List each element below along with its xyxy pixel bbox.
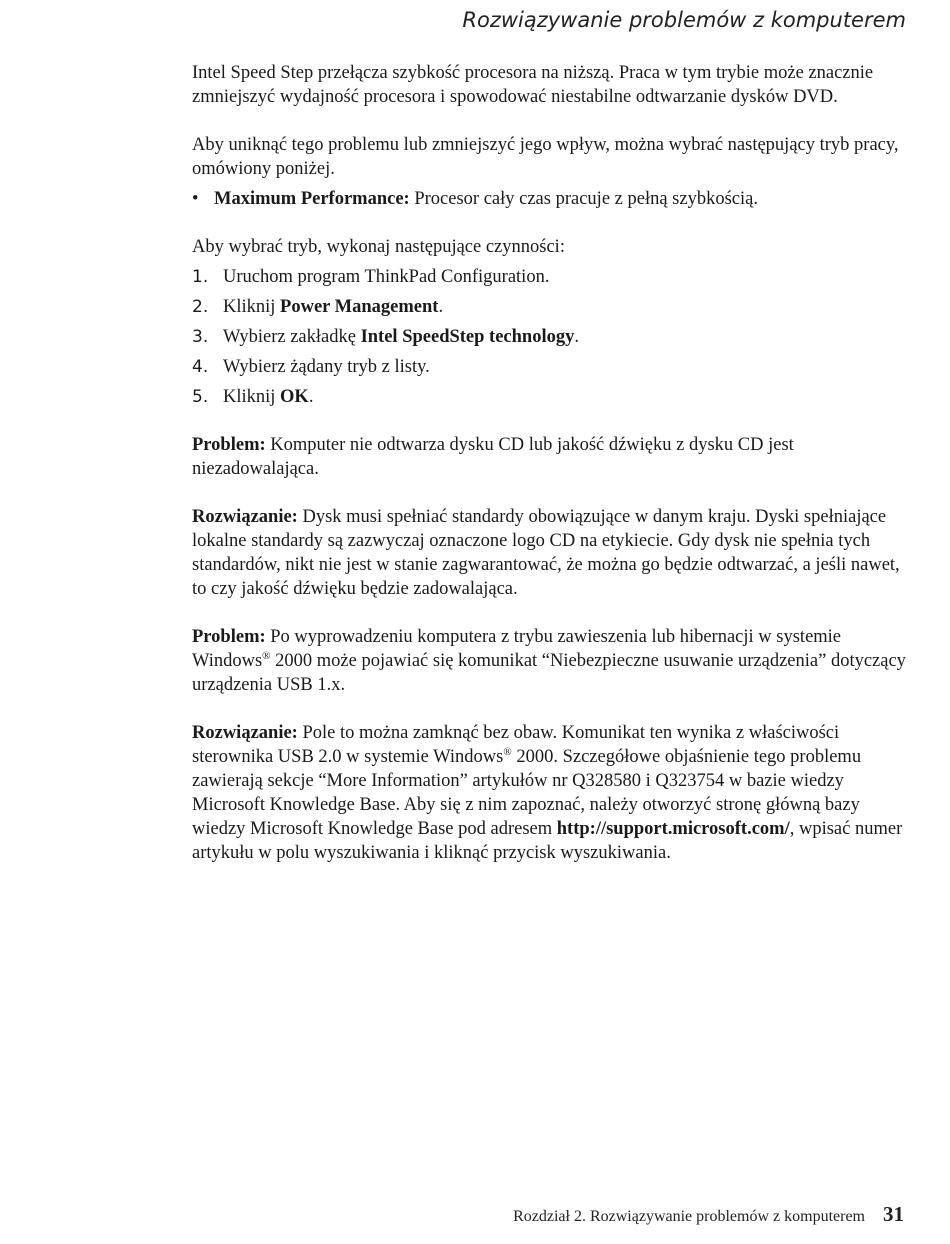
page-content <box>192 61 912 865</box>
mode-description: Procesor cały czas pracuje z pełną szybkością. <box>409 189 758 209</box>
solution-text-end: , wpisać numer artykułu w polu wyszukiwania i kliknąć przycisk wyszukiwania. <box>192 819 903 863</box>
footer-chapter: Rozdział 2. Rozwiązywanie problemów z komputerem <box>513 1208 865 1225</box>
step-bold-text: OK <box>280 387 309 407</box>
step-item <box>192 355 912 379</box>
solution-text-middle: 2000. Szczegółowe objaśnienie tego problemu zawierają sekcje “More Information” artykułów nr Q328580 i Q323754 w bazie wiedzy Microsoft Knowledge Base. Aby się z nim zapoznać, należy otworzyć stronę główną bazy wiedzy Microsoft Knowledge Base pod adresem <box>192 747 862 839</box>
problem-text: Komputer nie odtwarza dysku CD lub jakość dźwięku z dysku CD jest niezadowalająca. <box>192 435 794 479</box>
page-number: 31 <box>883 1202 904 1226</box>
intro-paragraph-1: Intel Speed Step przełącza szybkość procesora na niższą. Praca w tym trybie może znacznie zmniejszyć wydajność procesora i spowodować niestabilne odtwarzanie dysków DVD. <box>192 63 874 107</box>
intro-paragraph-2: Aby uniknąć tego problemu lub zmniejszyć jego wpływ, można wybrać następujący tryb pracy, omówiony poniżej. <box>192 135 899 179</box>
problem-label: Problem: <box>192 435 266 455</box>
solution-label: Rozwiązanie: <box>192 723 298 743</box>
step-bold-text: Intel SpeedStep technology <box>360 327 575 347</box>
step-text: Wybierz zakładkę <box>223 327 361 347</box>
step-text: Wybierz żądany tryb z listy. <box>223 357 430 377</box>
step-item <box>192 325 912 349</box>
step-text-end: . <box>574 327 579 347</box>
problem-usb <box>192 625 912 697</box>
registered-mark: ® <box>503 746 512 758</box>
step-item <box>192 385 912 409</box>
problem-text-end: 2000 może pojawiać się komunikat “Niebezpieczne usuwanie urządzenia” dotyczący urządzenia USB 1.x. <box>192 651 906 695</box>
steps-intro: Aby wybrać tryb, wykonaj następujące czynności: <box>192 237 565 257</box>
step-text-end: . <box>308 387 314 407</box>
registered-mark: ® <box>262 650 271 662</box>
step-number: 1. <box>192 267 209 287</box>
step-number: 5. <box>192 387 209 407</box>
problem-cd <box>192 433 912 481</box>
problem-label: Problem: <box>192 627 266 647</box>
solution-cd <box>192 505 912 601</box>
step-number: 4. <box>192 357 209 377</box>
problem-text: Po wyprowadzeniu komputera z trybu zawieszenia lub hibernacji w systemie Windows <box>192 627 842 671</box>
solution-text: Pole to można zamknąć bez obaw. Komunikat ten wynika z właściwości sterownika USB 2.0 w systemie Windows <box>192 723 840 767</box>
solution-label: Rozwiązanie: <box>192 507 298 527</box>
running-head-title: Rozwiązywanie problemów z komputerem <box>462 8 906 32</box>
page-footer <box>513 1202 904 1227</box>
step-text: Kliknij <box>223 297 281 317</box>
solution-usb <box>192 721 912 865</box>
steps-list <box>192 265 912 409</box>
step-bold-text: Power Management <box>280 297 439 317</box>
step-text: Uruchom program ThinkPad Configuration. <box>223 267 550 287</box>
step-text-end: . <box>438 297 444 317</box>
step-number: 3. <box>192 327 209 347</box>
mode-term: Maximum Performance: <box>214 189 410 209</box>
support-url: http://support.microsoft.com/ <box>556 819 790 839</box>
step-text: Kliknij <box>223 387 281 407</box>
bullet-marker: • <box>192 189 199 209</box>
solution-text: Dysk musi spełniać standardy obowiązujące w danym kraju. Dyski spełniające lokalne standardy są zazwyczaj oznaczone logo CD na etykiecie. Gdy dysk nie spełnia tych standardów, nikt nie jest w stanie zagwarantować, że można go będzie odtwarzać, a jeśli nawet, to czy jakość dźwięku będzie zadowalająca. <box>192 507 900 599</box>
step-item <box>192 295 912 319</box>
mode-list <box>192 187 912 211</box>
step-number: 2. <box>192 297 209 317</box>
list-item <box>192 187 912 211</box>
step-item <box>192 265 912 289</box>
